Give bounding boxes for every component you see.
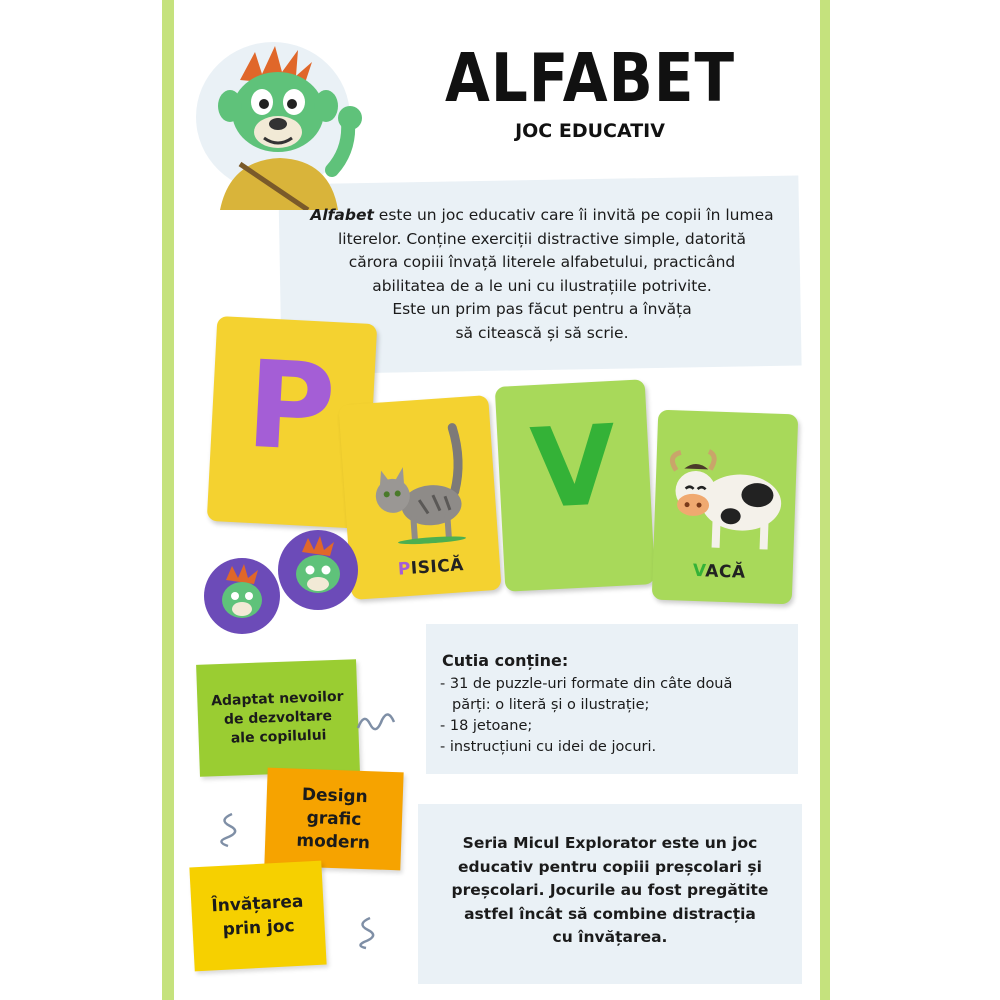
feature-line: grafic	[306, 807, 362, 830]
puzzle-word-rest: ISICĂ	[410, 555, 465, 579]
feature-line: Adaptat nevoilor	[210, 688, 344, 709]
description-line: Este un prim pas făcut pentru a învăța	[392, 300, 692, 318]
mascot-icon	[200, 40, 370, 210]
cow-illustration-icon	[659, 440, 793, 554]
series-line: preșcolari. Jocurile au fost pregătite	[451, 881, 769, 899]
puzzle-word-rest: ACĂ	[704, 561, 746, 583]
squiggle-icon	[214, 812, 244, 848]
series-line: astfel încât să combine distracția	[464, 904, 756, 923]
series-line: Seria Micul Explorator este un joc	[462, 834, 758, 852]
feature-card-text	[211, 687, 345, 749]
feature-line: Învățarea	[210, 891, 304, 917]
page-title: ALFABET	[444, 38, 736, 118]
puzzle-word-initial: P	[397, 558, 412, 580]
description-line: cărora copiii învață literele alfabetului, practicând	[348, 253, 736, 271]
puzzle-letter-v	[495, 379, 656, 592]
puzzle-letter-p-text: P	[243, 335, 339, 480]
description-line: să citească și să scrie.	[455, 323, 629, 342]
series-text	[440, 832, 780, 950]
feature-card-development	[196, 659, 360, 777]
squiggle-icon	[356, 708, 396, 736]
cat-illustration-icon	[364, 420, 482, 547]
description-line: abilitatea de a le uni cu ilustrațiile potrivite.	[372, 276, 712, 295]
series-line: cu învățarea.	[552, 928, 668, 946]
list-item: - 18 jetoane;	[440, 718, 533, 734]
series-line: educativ pentru copiii preșcolari și	[458, 857, 762, 876]
list-item: - instrucțiuni cu idei de jocuri.	[440, 739, 657, 755]
list-item: - 31 de puzzle-uri formate din câte două	[440, 676, 733, 692]
puzzle-word-initial: V	[692, 560, 706, 582]
list-item: părți: o literă și o ilustrație;	[452, 697, 650, 713]
mascot-token-icon	[202, 556, 282, 636]
puzzle-picture-cat	[338, 395, 501, 600]
feature-line: de dezvoltare	[223, 707, 333, 728]
feature-card-design	[264, 768, 403, 871]
feature-line: ale copilului	[230, 726, 327, 747]
feature-line: prin joc	[222, 916, 296, 940]
description-brand: Alfabet	[310, 206, 374, 224]
puzzle-word-vaca	[692, 561, 745, 583]
feature-card-text	[211, 890, 305, 943]
puzzle-letter-v-text: V	[527, 400, 620, 534]
feature-line: modern	[296, 830, 371, 853]
puzzle-picture-cow	[652, 410, 799, 605]
puzzle-word-pisica	[397, 555, 464, 580]
box-contents-list	[440, 674, 780, 758]
description-line: este un joc educativ care îi invită pe copii în lumea	[373, 206, 774, 224]
page-subtitle: JOC EDUCATIV	[515, 120, 665, 142]
squiggle-icon	[354, 916, 384, 950]
description-line: literelor. Conține exerciții distractive simple, datorită	[337, 229, 747, 248]
mascot-token-icon	[276, 528, 360, 612]
box-contents-title: Cutia conține:	[442, 651, 569, 670]
feature-line: Design	[301, 784, 369, 807]
feature-card-learning	[189, 861, 326, 972]
feature-card-text	[296, 783, 372, 855]
